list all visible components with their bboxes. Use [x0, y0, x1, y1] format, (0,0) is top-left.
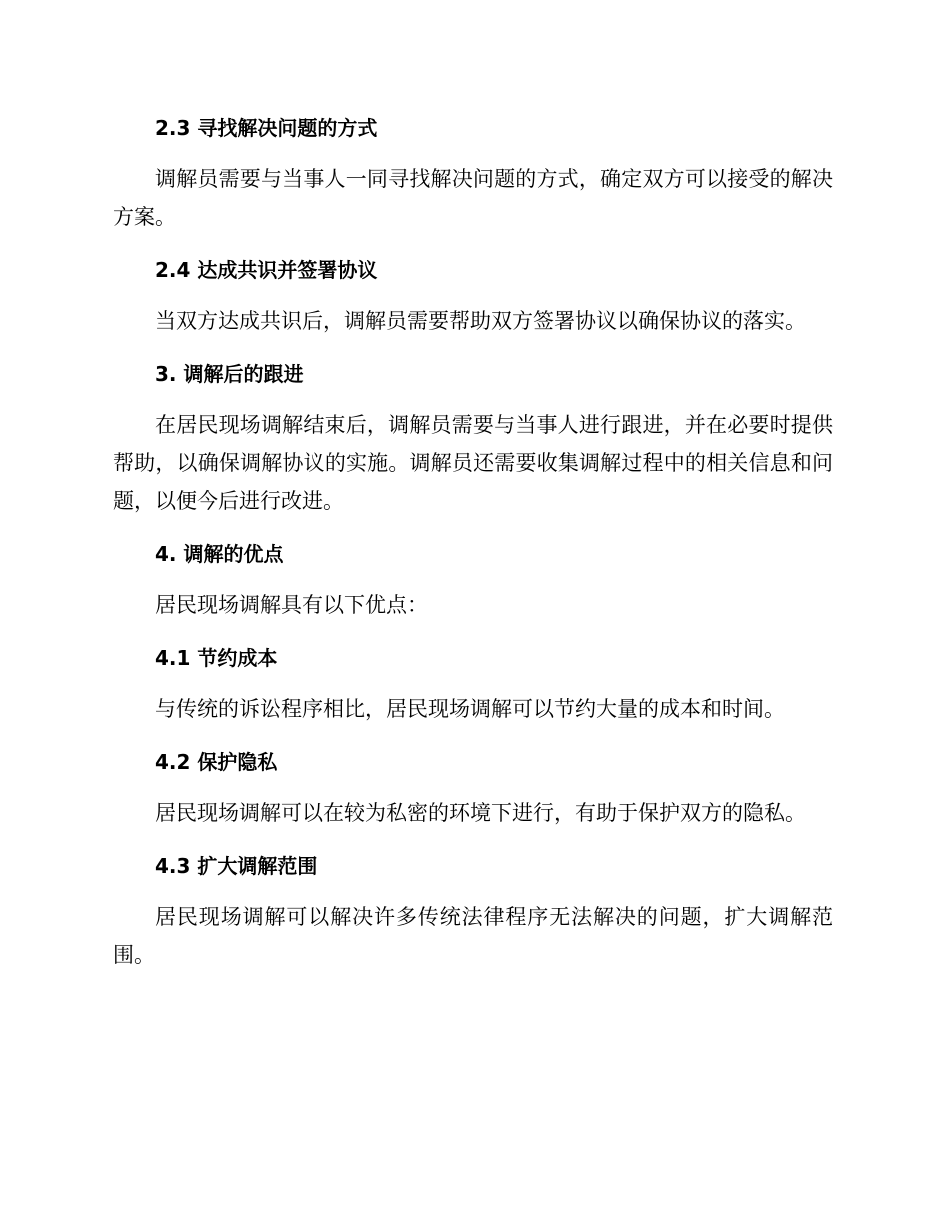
section-paragraph: 调解员需要与当事人一同寻找解决问题的方式，确定双方可以接受的解决方案。 [113, 167, 833, 229]
section-heading: 4. 调解的优点 [155, 542, 284, 566]
section-paragraph: 居民现场调解可以在较为私密的环境下进行，有助于保护双方的隐私。 [155, 801, 806, 825]
section-heading: 3. 调解后的跟进 [155, 362, 304, 386]
section-heading: 4.1 节约成本 [155, 646, 278, 670]
section-paragraph: 与传统的诉讼程序相比，居民现场调解可以节约大量的成本和时间。 [155, 697, 785, 721]
section-paragraph: 居民现场调解具有以下优点： [155, 593, 428, 617]
document-content [113, 108, 833, 974]
section-paragraph: 居民现场调解可以解决许多传统法律程序无法解决的问题，扩大调解范围。 [113, 905, 833, 967]
section-heading: 2.3 寻找解决问题的方式 [155, 116, 378, 140]
section-paragraph: 在居民现场调解结束后，调解员需要与当事人进行跟进，并在必要时提供帮助，以确保调解协议的实施。调解员还需要收集调解过程中的相关信息和问题，以便今后进行改进。 [113, 413, 833, 513]
section-heading: 2.4 达成共识并签署协议 [155, 258, 378, 282]
section-heading: 4.2 保护隐私 [155, 750, 278, 774]
section-paragraph: 当双方达成共识后，调解员需要帮助双方签署协议以确保协议的落实。 [155, 309, 806, 333]
section-heading: 4.3 扩大调解范围 [155, 854, 318, 878]
